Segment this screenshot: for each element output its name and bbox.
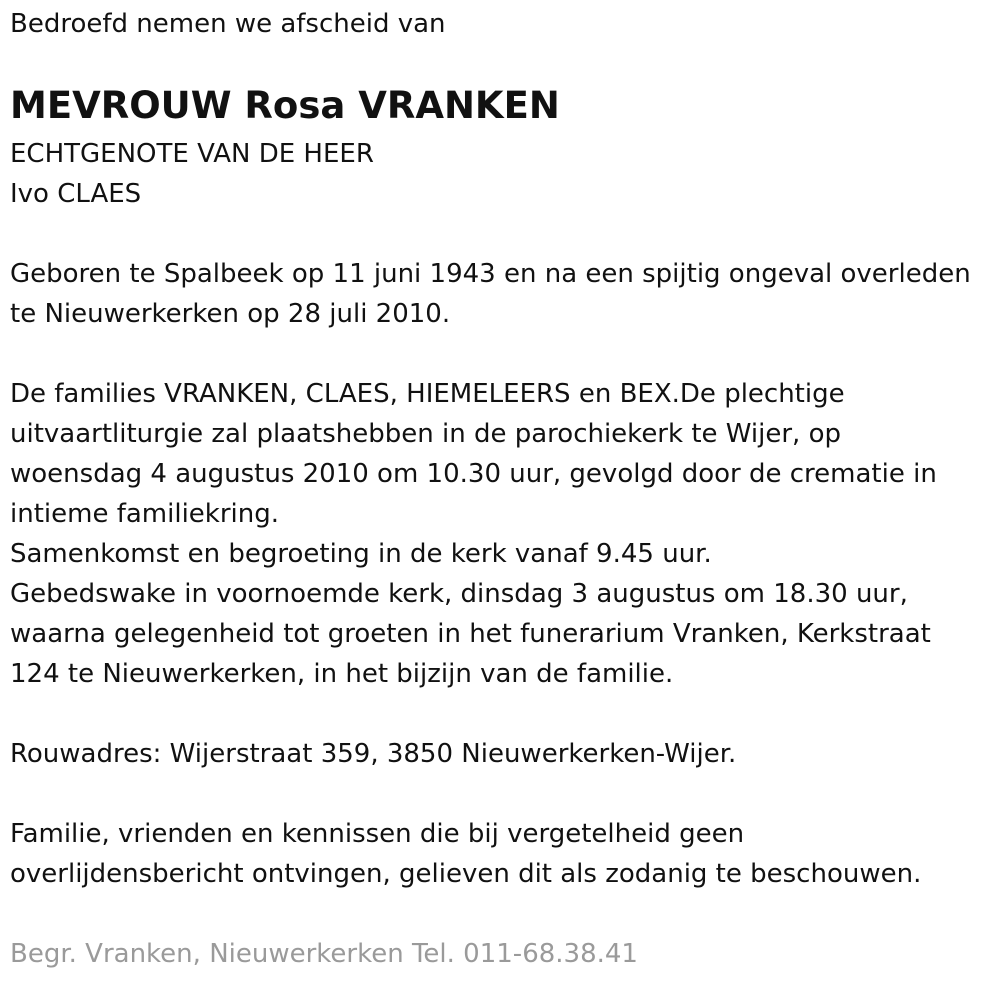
ceremony-line: Gebedswake in voornoemde kerk, dinsdag 3 augustus om 18.30 uur, (10, 579, 908, 609)
birth-line: Geboren te Spalbeek op 11 juni 1943 en na een spijtig ongeval overleden (10, 259, 971, 289)
spouse-block (10, 134, 374, 214)
intro-text: Bedroefd nemen we afscheid van (10, 9, 446, 39)
deceased-name: MEVROUW Rosa VRANKEN (10, 84, 560, 127)
mourning-address (10, 734, 736, 774)
family-line: Familie, vrienden en kennissen die bij vergetelheid geen (10, 819, 745, 849)
ceremony-line: waarna gelegenheid tot groeten in het funerarium Vranken, Kerkstraat (10, 619, 931, 649)
family-line: overlijdensbericht ontvingen, gelieven dit als zodanig te beschouwen. (10, 859, 922, 889)
ceremony-line: woensdag 4 augustus 2010 om 10.30 uur, gevolgd door de crematie in (10, 459, 937, 489)
ceremony-paragraph (10, 374, 937, 694)
ceremony-line: De families VRANKEN, CLAES, HIEMELEERS en BEX.De plechtige (10, 379, 845, 409)
spouse-line: Ivo CLAES (10, 179, 142, 209)
ceremony-line: intieme familiekring. (10, 499, 280, 529)
ceremony-line: uitvaartliturgie zal plaatshebben in de parochiekerk te Wijer, op (10, 419, 841, 449)
birth-death-paragraph (10, 254, 971, 334)
birth-line: te Nieuwerkerken op 28 juli 2010. (10, 299, 451, 329)
funeral-home-footer: Begr. Vranken, Nieuwerkerken Tel. 011-68.38.41 (10, 939, 638, 969)
ceremony-line: 124 te Nieuwerkerken, in het bijzijn van de familie. (10, 659, 674, 689)
address-line: Rouwadres: Wijerstraat 359, 3850 Nieuwerkerken-Wijer. (10, 739, 737, 769)
ceremony-line: Samenkomst en begroeting in de kerk vanaf 9.45 uur. (10, 539, 712, 569)
spouse-line: ECHTGENOTE VAN DE HEER (10, 139, 374, 169)
family-paragraph (10, 814, 921, 894)
